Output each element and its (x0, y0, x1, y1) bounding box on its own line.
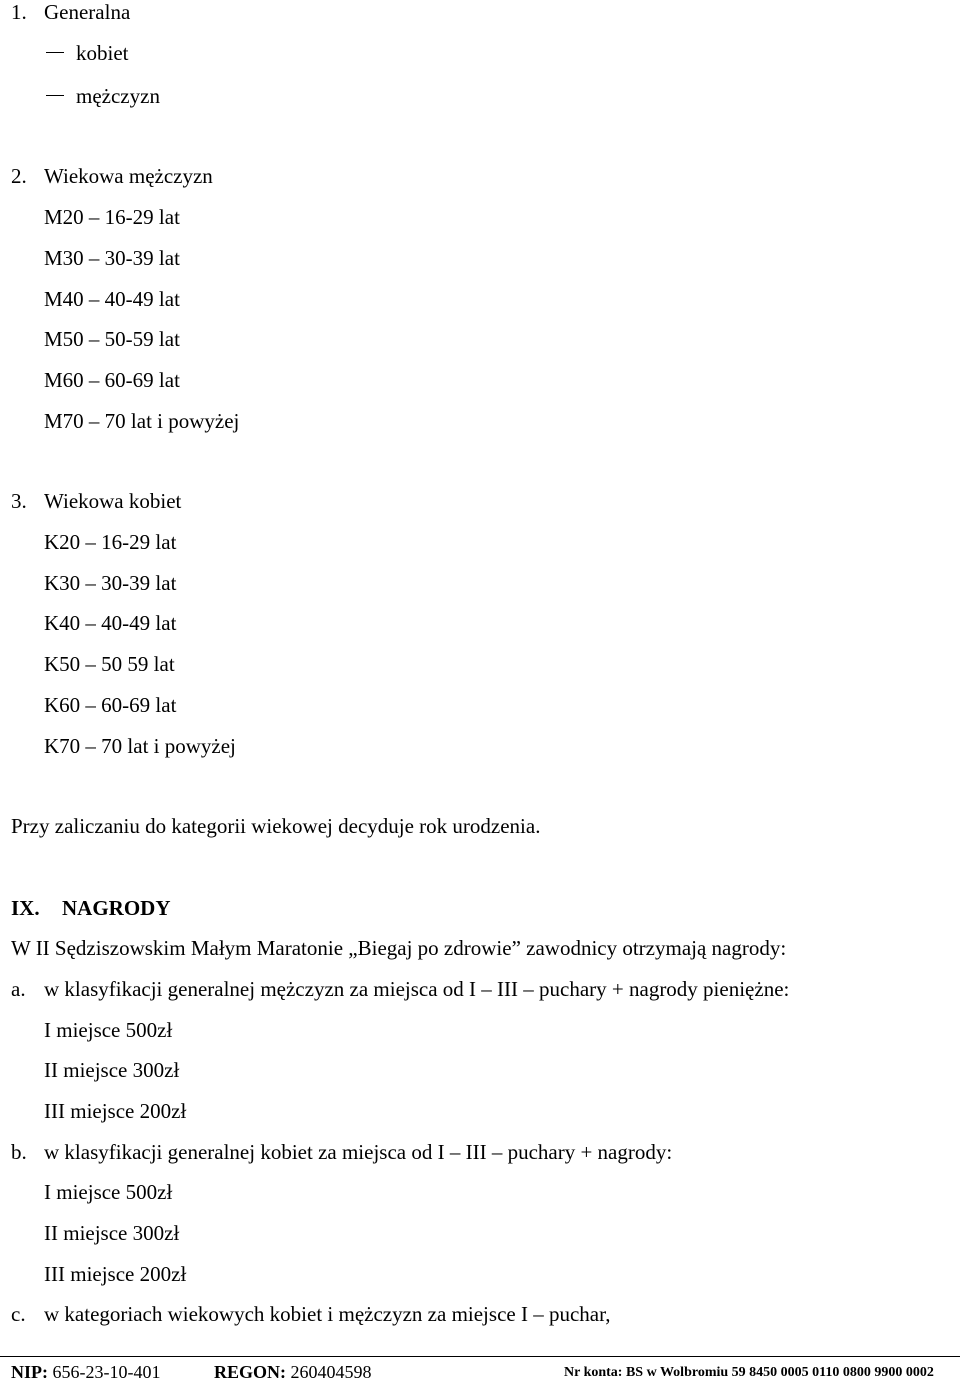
list-item: M70 – 70 lat i powyżej (44, 409, 240, 433)
prize-c-text: w kategoriach wiekowych kobiet i mężczyzn za miejsce I – puchar, (44, 1302, 611, 1326)
list-item: M20 – 16-29 lat (44, 205, 180, 229)
prize-a-text: w klasyfikacji generalnej mężczyzn za miejsca od I – III – puchary + nagrody pieniężne: (44, 977, 790, 1001)
section1-title: Generalna (44, 0, 131, 24)
prizes-intro: W II Sędziszowskim Małym Maratonie „Biegaj po zdrowie” zawodnicy otrzymają nagrody: (11, 936, 787, 960)
list-item: K30 – 30-39 lat (44, 571, 177, 595)
regon-label: REGON: (214, 1362, 286, 1382)
age-category-note: Przy zaliczaniu do kategorii wiekowej decyduje rok urodzenia. (11, 814, 541, 838)
footer-nip (11, 1362, 160, 1383)
nip-value: 656-23-10-401 (52, 1362, 161, 1382)
prize-b-item: I miejsce 500zł (44, 1180, 173, 1204)
list-item: M40 – 40-49 lat (44, 287, 180, 311)
list-item: M30 – 30-39 lat (44, 246, 180, 270)
footer-divider (0, 1356, 960, 1357)
prize-b-item: II miejsce 300zł (44, 1221, 180, 1245)
section-ix-number: IX. (11, 896, 40, 920)
list-item: M60 – 60-69 lat (44, 368, 180, 392)
prize-b-label: b. (11, 1140, 27, 1164)
section2-number: 2. (11, 164, 27, 188)
list-item: K70 – 70 lat i powyżej (44, 734, 236, 758)
regon-value: 260404598 (290, 1362, 372, 1382)
section1-number: 1. (11, 0, 27, 24)
section-ix-title: NAGRODY (62, 896, 171, 920)
footer-regon (214, 1362, 372, 1383)
prize-c-label: c. (11, 1302, 26, 1326)
prize-b-text: w klasyfikacji generalnej kobiet za miejsca od I – III – puchary + nagrody: (44, 1140, 673, 1164)
nip-label: NIP: (11, 1362, 48, 1382)
footer-bank-account: Nr konta: BS w Wolbromiu 59 8450 0005 0110 0800 9900 0002 (564, 1365, 934, 1380)
list-item: kobiet (76, 41, 129, 65)
prize-a-item: I miejsce 500zł (44, 1018, 173, 1042)
list-item: mężczyzn (76, 84, 160, 108)
prize-b-item: III miejsce 200zł (44, 1262, 187, 1286)
section3-number: 3. (11, 489, 27, 513)
list-item: M50 – 50-59 lat (44, 327, 180, 351)
section3-title: Wiekowa kobiet (44, 489, 182, 513)
dash-bullet (46, 52, 64, 53)
list-item: K20 – 16-29 lat (44, 530, 177, 554)
list-item: K60 – 60-69 lat (44, 693, 177, 717)
prize-a-item: II miejsce 300zł (44, 1058, 180, 1082)
list-item: K40 – 40-49 lat (44, 611, 177, 635)
dash-bullet (46, 95, 64, 96)
prize-a-label: a. (11, 977, 26, 1001)
list-item: K50 – 50 59 lat (44, 652, 175, 676)
section2-title: Wiekowa mężczyzn (44, 164, 213, 188)
prize-a-item: III miejsce 200zł (44, 1099, 187, 1123)
